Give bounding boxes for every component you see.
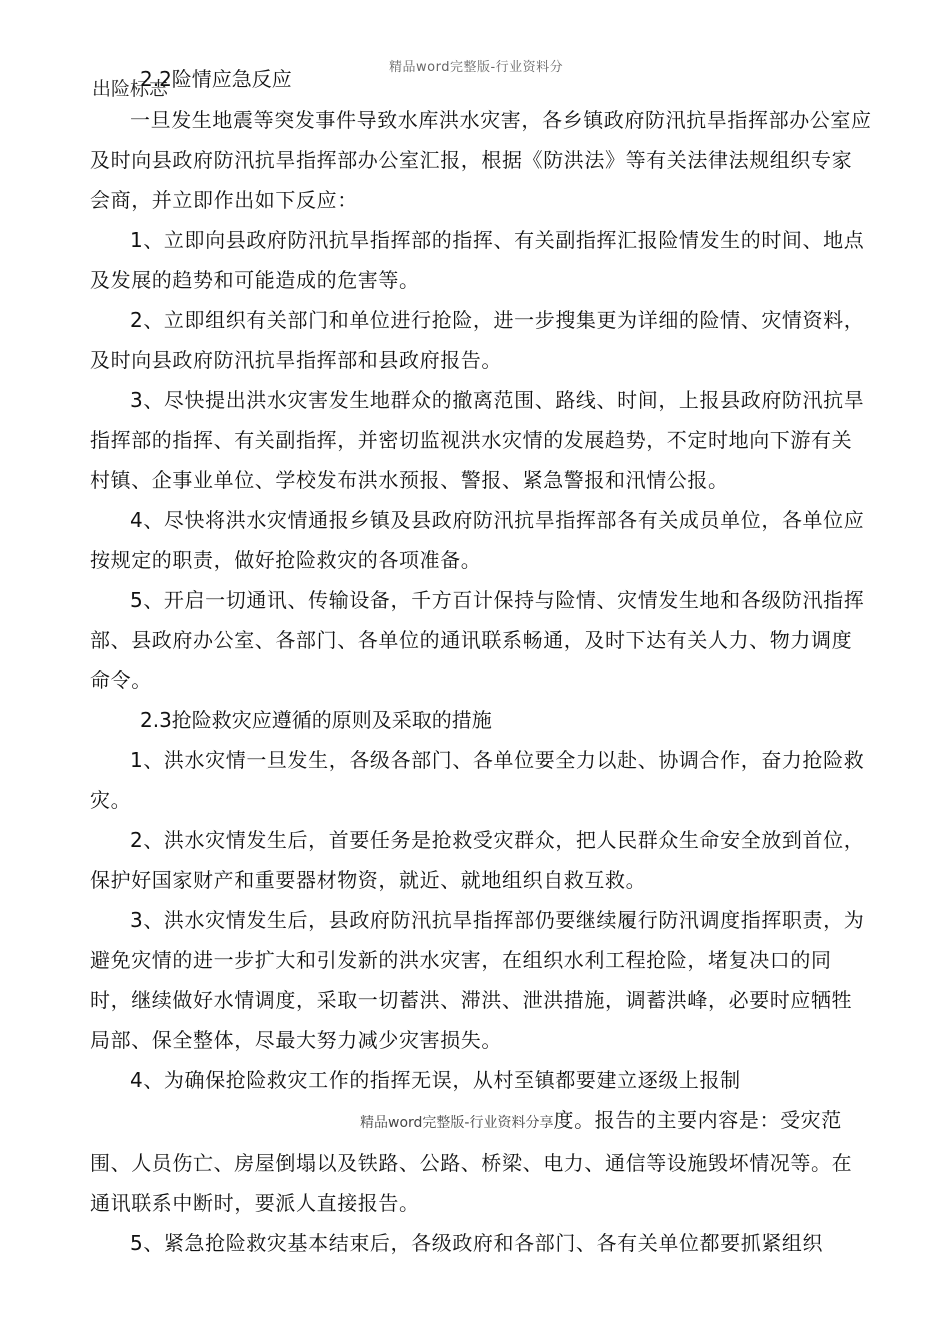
list-item: [90, 1060, 872, 1223]
list-item: 1、洪水灾情一旦发生，各级各部门、各单位要全力以赴、协调合作，奋力抢险救灾。: [90, 748, 865, 812]
section-heading-2-3: 2.3抢险救灾应遵循的原则及采取的措施: [140, 708, 492, 732]
document-body: [90, 100, 872, 1263]
section-heading-2-2: 2.2险情应急反应: [140, 67, 292, 91]
list-item: 3、尽快提出洪水灾害发生地群众的撤离范围、路线、时间，上报县政府防汛抗旱指挥部的指挥、有关副指挥，并密切监视洪水灾情的发展趋势，不定时地向下游有关村镇、企事业单位、学校发布洪水预报、警报、紧急警报和汛情公报。: [90, 388, 865, 492]
header-watermark: 精品word完整版-行业资料分: [389, 60, 564, 75]
list-item: 2、洪水灾情发生后，首要任务是抢救受灾群众，把人民群众生命安全放到首位，保护好国家财产和重要器材物资，就近、就地组织自救互救。: [90, 828, 865, 892]
list-item-text: 度。报告的主要内容是：受灾范围、人员伤亡、房屋倒塌以及铁路、公路、桥梁、电力、通信等设施毁坏情况等。在通讯联系中断时，要派人直接报告。: [90, 1108, 853, 1215]
list-item: 2、立即组织有关部门和单位进行抢险，进一步搜集更为详细的险情、灾情资料，及时向县政府防汛抗旱指挥部和县政府报告。: [90, 308, 865, 372]
list-item: 5、紧急抢险救灾基本结束后，各级政府和各部门、各有关单位都要抓紧组织: [130, 1231, 824, 1255]
list-item-text: 4、为确保抢险救灾工作的指挥无误，从村至镇都要建立逐级上报制: [130, 1068, 741, 1092]
list-item: 3、洪水灾情发生后，县政府防汛抗旱指挥部仍要继续履行防汛调度指挥职责，为避免灾情的进一步扩大和引发新的洪水灾害，在组织水利工程抢险，堵复决口的同时，继续做好水情调度，采取一切蓄洪、滞洪、泄洪措施，调蓄洪峰，必要时应牺牲局部、保全整体，尽最大努力减少灾害损失。: [90, 908, 865, 1052]
list-item: 4、尽快将洪水灾情通报乡镇及县政府防汛抗旱指挥部各有关成员单位，各单位应按规定的职责，做好抢险救灾的各项准备。: [90, 508, 865, 572]
list-item: 5、开启一切通讯、传输设备，千方百计保持与险情、灾情发生地和各级防汛指挥部、县政府办公室、各部门、各单位的通讯联系畅通，及时下达有关人力、物力调度命令。: [90, 588, 865, 692]
list-item: 1、立即向县政府防汛抗旱指挥部的指挥、有关副指挥汇报险情发生的时间、地点及发展的趋势和可能造成的危害等。: [90, 228, 865, 292]
inline-watermark: 精品word完整版-行业资料分享: [360, 1115, 554, 1131]
overlap-label: 出险标志: [92, 78, 169, 100]
paragraph-intro: 一旦发生地震等突发事件导致水库洪水灾害，各乡镇政府防汛抗旱指挥部办公室应及时向县政府防汛抗旱指挥部办公室汇报，根据《防洪法》等有关法律法规组织专家会商，并立即作出如下反应：: [90, 108, 872, 212]
